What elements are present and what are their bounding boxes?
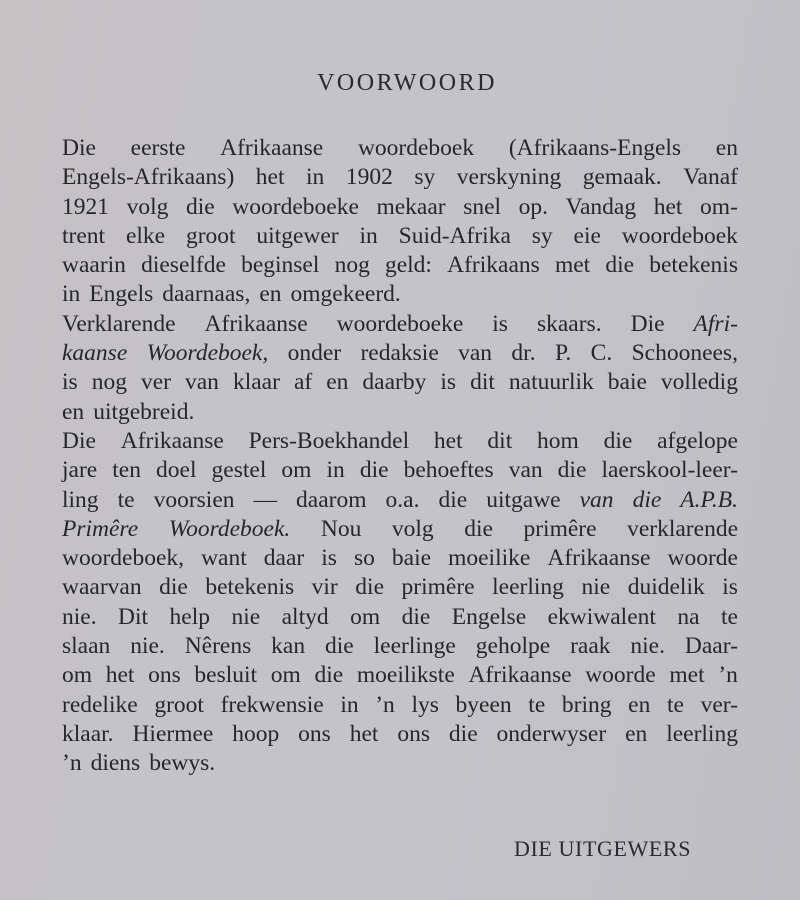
text-line bbox=[62, 544, 738, 573]
word: die bbox=[557, 457, 587, 484]
word: eerste bbox=[130, 135, 186, 161]
word: Verklarende bbox=[62, 310, 176, 337]
word: die bbox=[438, 486, 468, 513]
word: geld: bbox=[384, 252, 432, 279]
text-line bbox=[62, 310, 738, 339]
text-line bbox=[62, 163, 738, 192]
word: doel bbox=[156, 457, 197, 484]
word: en bbox=[625, 720, 648, 747]
text-line bbox=[62, 193, 738, 222]
page-title: VOORWOORD bbox=[317, 70, 497, 96]
word: geholpe bbox=[475, 633, 551, 660]
word: onder bbox=[287, 340, 342, 367]
word: af bbox=[293, 369, 313, 396]
word: te bbox=[666, 691, 684, 718]
word: uitgewer bbox=[256, 222, 339, 249]
word: die bbox=[355, 574, 385, 601]
text-line bbox=[62, 251, 738, 280]
word: klaar bbox=[232, 369, 280, 396]
word: want bbox=[201, 545, 247, 572]
word: met bbox=[554, 252, 591, 279]
word: Afrikaans bbox=[447, 252, 540, 279]
word: dr. bbox=[511, 340, 536, 367]
text-line bbox=[62, 427, 738, 456]
word: — bbox=[253, 486, 278, 513]
word: duidelik bbox=[627, 574, 705, 601]
word: hoop bbox=[232, 720, 280, 747]
word: Engelse bbox=[451, 603, 527, 630]
text-line bbox=[62, 134, 738, 163]
word: leerling bbox=[492, 574, 564, 601]
word: Vandag bbox=[565, 193, 637, 220]
word: van bbox=[579, 486, 614, 513]
word: besluit bbox=[194, 662, 258, 689]
text-line bbox=[62, 456, 738, 485]
word: ver- bbox=[700, 691, 738, 718]
word: primêre bbox=[523, 515, 597, 542]
word: 1902 bbox=[345, 164, 393, 191]
word: snel bbox=[463, 193, 502, 220]
word: die bbox=[448, 720, 478, 747]
word: Vanaf bbox=[683, 164, 738, 191]
word: raak bbox=[570, 633, 611, 660]
word: klaar. bbox=[62, 720, 114, 747]
word: daarnaas, bbox=[162, 281, 251, 308]
text-line bbox=[62, 603, 738, 632]
word: nog bbox=[91, 369, 127, 396]
word: om- bbox=[700, 193, 738, 220]
word: baie bbox=[391, 545, 432, 572]
word: ling bbox=[62, 486, 99, 513]
word: Afrikaanse bbox=[120, 427, 224, 454]
word: sy bbox=[531, 222, 553, 249]
text-line bbox=[62, 368, 738, 397]
word: uitgebreid. bbox=[93, 398, 195, 425]
word: ’n bbox=[62, 750, 82, 777]
text-line bbox=[62, 398, 738, 427]
word: nie. bbox=[130, 633, 165, 660]
word: van bbox=[458, 340, 493, 367]
word: Suid-Afrika bbox=[398, 222, 511, 249]
text-line bbox=[62, 280, 738, 309]
word: jare bbox=[62, 457, 98, 484]
word: die bbox=[325, 633, 354, 660]
word: woordeboeke bbox=[336, 310, 464, 337]
word: moeilike bbox=[448, 545, 531, 572]
word: mekaar bbox=[376, 193, 446, 220]
word: dit bbox=[470, 369, 495, 396]
word: o.a. bbox=[385, 486, 420, 513]
word: ten bbox=[112, 457, 141, 484]
word: woorde bbox=[667, 545, 738, 572]
word: dit bbox=[487, 427, 513, 454]
word: diens bbox=[90, 750, 141, 777]
word: slaan bbox=[62, 633, 111, 660]
word: nie bbox=[581, 574, 611, 601]
word: leerling bbox=[666, 720, 738, 747]
word: het bbox=[349, 720, 379, 747]
word: om bbox=[270, 662, 301, 689]
word: na bbox=[677, 603, 700, 630]
word: die bbox=[603, 427, 633, 454]
word: nog bbox=[334, 252, 370, 279]
word: P. bbox=[554, 340, 572, 367]
word: ons bbox=[298, 720, 331, 747]
word: die bbox=[159, 574, 188, 601]
word: lys bbox=[411, 691, 439, 718]
word: Nou bbox=[320, 515, 362, 542]
word: te bbox=[528, 691, 546, 718]
word: Engels bbox=[89, 281, 154, 308]
word: ons bbox=[148, 662, 181, 689]
word: onderwyser bbox=[496, 720, 607, 747]
word: uitgawe bbox=[486, 486, 561, 513]
word: redelike bbox=[62, 691, 138, 718]
word: woorde bbox=[585, 662, 656, 689]
word: die bbox=[401, 603, 431, 630]
word: primêre bbox=[401, 574, 475, 601]
word: woordeboek, bbox=[62, 545, 185, 572]
text-line bbox=[62, 691, 738, 720]
word: volg bbox=[391, 515, 434, 542]
word: die bbox=[605, 252, 635, 279]
word: byeen bbox=[455, 691, 512, 718]
word: ’n bbox=[718, 662, 738, 689]
text-line bbox=[62, 573, 738, 602]
word: is bbox=[492, 310, 508, 337]
word: waarin bbox=[62, 252, 126, 279]
text-line bbox=[62, 339, 738, 368]
word: die bbox=[359, 457, 389, 484]
word: Primêre bbox=[62, 515, 139, 542]
word: volledig bbox=[660, 369, 738, 396]
text-line bbox=[62, 720, 738, 749]
word: in bbox=[340, 691, 359, 718]
word: verklarende bbox=[627, 515, 738, 542]
word: help bbox=[169, 603, 210, 630]
word: met bbox=[669, 662, 705, 689]
word: is bbox=[321, 545, 337, 572]
word: Schoonees, bbox=[631, 340, 738, 367]
word: en bbox=[715, 135, 738, 161]
word: groot bbox=[185, 222, 236, 249]
word: C. bbox=[590, 340, 613, 367]
word: Woordeboek. bbox=[168, 515, 291, 542]
word: Woordeboek, bbox=[146, 340, 269, 367]
word: behoeftes bbox=[403, 457, 494, 484]
word: eie bbox=[573, 222, 601, 249]
preface-body bbox=[62, 132, 738, 779]
text-line bbox=[62, 749, 738, 778]
word: Afri- bbox=[693, 310, 738, 337]
text-line bbox=[62, 515, 738, 544]
word: moeilikste bbox=[356, 662, 455, 689]
word: te bbox=[117, 486, 135, 513]
word: voorsien bbox=[153, 486, 235, 513]
word: die bbox=[464, 515, 493, 542]
word: die bbox=[185, 193, 215, 220]
word: (Afrikaans-Engels bbox=[508, 135, 682, 161]
word: bring bbox=[561, 691, 612, 718]
word: so bbox=[353, 545, 375, 572]
word: ver bbox=[140, 369, 171, 396]
word: woordeboeke bbox=[232, 193, 359, 220]
word: nie. bbox=[62, 603, 97, 630]
word: ons bbox=[397, 720, 431, 747]
word: Dit bbox=[118, 603, 149, 630]
signature: DIE UITGEWERS bbox=[514, 836, 692, 861]
word: nie. bbox=[630, 633, 665, 660]
word: in bbox=[306, 164, 325, 191]
word: en bbox=[326, 369, 349, 396]
word: het bbox=[105, 662, 135, 689]
word: trent bbox=[62, 222, 106, 249]
word: daarby bbox=[362, 369, 427, 396]
text-line bbox=[62, 661, 738, 690]
word: woordeboek bbox=[357, 135, 475, 161]
word: Nêrens bbox=[184, 633, 252, 660]
word: en bbox=[62, 398, 85, 425]
text-line bbox=[62, 222, 738, 251]
word: op. bbox=[518, 193, 549, 220]
word: hom bbox=[537, 427, 579, 454]
word: Die bbox=[62, 135, 96, 161]
word: Die bbox=[630, 310, 665, 337]
word: Engels-Afrikaans) bbox=[62, 164, 235, 191]
word: Afrikaanse bbox=[468, 662, 572, 689]
word: om bbox=[281, 457, 312, 484]
word: verskyning bbox=[456, 164, 562, 191]
word: betekenis bbox=[649, 252, 738, 279]
word: volg bbox=[126, 193, 169, 220]
word: waarvan bbox=[62, 574, 142, 601]
text-line bbox=[62, 632, 738, 661]
word: baie bbox=[607, 369, 647, 396]
word: Hiermee bbox=[132, 720, 214, 747]
word: Afrikaanse bbox=[220, 135, 324, 161]
word: Afrikaanse bbox=[547, 545, 651, 572]
word: kan bbox=[271, 633, 306, 660]
word: in bbox=[62, 281, 81, 308]
word: het bbox=[433, 427, 463, 454]
word: in bbox=[326, 457, 345, 484]
word: natuurlik bbox=[508, 369, 594, 396]
word: omgekeerd. bbox=[290, 281, 401, 308]
word: redaksie bbox=[360, 340, 439, 367]
word: groot bbox=[154, 691, 204, 718]
text-line bbox=[62, 486, 738, 515]
word: ekwiwalent bbox=[547, 603, 656, 630]
word: daarom bbox=[296, 486, 367, 513]
word: en bbox=[628, 691, 651, 718]
word: gestel bbox=[211, 457, 267, 484]
word: laerskool-leer- bbox=[601, 457, 738, 484]
word: van bbox=[508, 457, 543, 484]
word: sy bbox=[414, 164, 436, 191]
word: om bbox=[350, 603, 381, 630]
word: die bbox=[632, 486, 662, 513]
word: altyd bbox=[281, 603, 329, 630]
word: het bbox=[255, 164, 285, 191]
word: daar bbox=[263, 545, 305, 572]
word: Pers-Boekhandel bbox=[248, 427, 410, 454]
word: die bbox=[314, 662, 344, 689]
word: Daar- bbox=[684, 633, 738, 660]
word: is bbox=[62, 369, 78, 396]
word: nie bbox=[231, 603, 261, 630]
word: kaanse bbox=[62, 340, 128, 367]
word: woordeboek bbox=[621, 222, 738, 249]
word: A.P.B. bbox=[680, 486, 738, 513]
word: skaars. bbox=[536, 310, 602, 337]
word: 1921 bbox=[62, 193, 109, 220]
word: dieselfde bbox=[141, 252, 226, 279]
word: betekenis bbox=[205, 574, 295, 601]
word: elke bbox=[125, 222, 166, 249]
word: bewys. bbox=[149, 750, 216, 777]
word: afgelope bbox=[657, 427, 738, 454]
word: vir bbox=[311, 574, 338, 601]
word: is bbox=[722, 574, 738, 601]
word: om bbox=[62, 662, 93, 689]
word: ’n bbox=[375, 691, 395, 718]
word: frekwensie bbox=[220, 691, 324, 718]
word: gemaak. bbox=[582, 164, 662, 191]
word: en bbox=[259, 281, 282, 308]
word: het bbox=[653, 193, 683, 220]
word: van bbox=[185, 369, 219, 396]
word: Die bbox=[62, 427, 96, 454]
word: leerlinge bbox=[373, 633, 456, 660]
word: in bbox=[359, 222, 378, 249]
word: te bbox=[721, 603, 738, 630]
word: Afrikaanse bbox=[204, 310, 308, 337]
word: is bbox=[440, 369, 457, 396]
word: beginsel bbox=[241, 252, 320, 279]
